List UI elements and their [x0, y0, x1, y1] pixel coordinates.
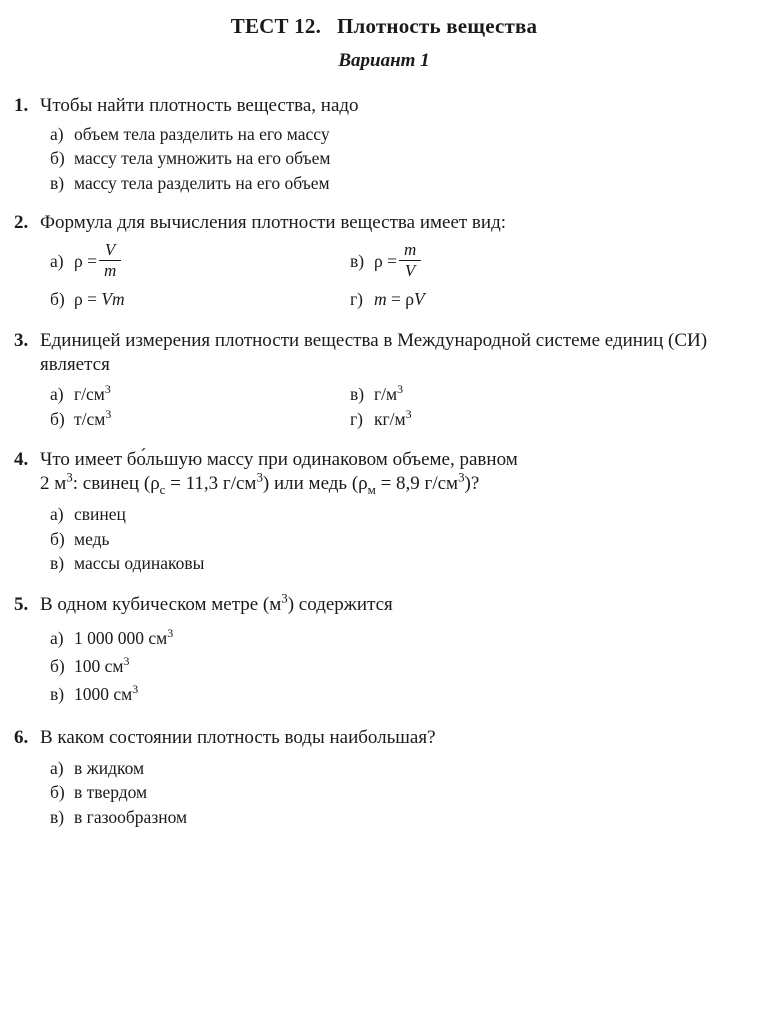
- option-g[interactable]: [350, 407, 746, 432]
- question-6: [14, 726, 746, 829]
- option-v[interactable]: [50, 551, 746, 576]
- title-prefix: ТЕСТ 12.: [230, 14, 322, 38]
- option-formula: [374, 242, 423, 281]
- fraction: [99, 241, 121, 280]
- fraction-denominator: m: [99, 260, 121, 280]
- option-text: объем тела разделить на его массу: [74, 123, 330, 144]
- option-label: в): [50, 806, 65, 827]
- option-text: $кг/м^3$: [374, 407, 412, 429]
- formula-lhs: ρ =: [74, 251, 97, 272]
- question-1: [14, 94, 746, 195]
- option-v[interactable]: [350, 242, 746, 281]
- option-label: в): [50, 172, 65, 193]
- option-text: $г/м^3$: [374, 382, 404, 405]
- option-label: г): [350, 289, 364, 310]
- option-b[interactable]: [50, 652, 746, 680]
- formula-symbols: Vm: [101, 289, 125, 310]
- formula-lhs: ρ =: [374, 251, 397, 272]
- question-text: Чтобы найти плотность вещества, надо: [40, 95, 359, 116]
- option-label: а): [50, 384, 64, 405]
- option-v[interactable]: [50, 805, 746, 830]
- option-label: а): [50, 757, 64, 778]
- option-text: 1000 $см^3$: [74, 682, 139, 705]
- question-text: В каком состоянии плотность воды наибольшая?: [40, 726, 436, 748]
- option-text: массу тела умножить на его объем: [74, 148, 331, 169]
- option-b[interactable]: [50, 146, 746, 171]
- option-v[interactable]: [50, 680, 746, 708]
- option-label: а): [50, 251, 64, 272]
- option-text: в жидком: [74, 757, 145, 778]
- variant-label: Вариант 1: [338, 50, 430, 71]
- option-text: свинец: [74, 504, 126, 525]
- question-text: [40, 448, 746, 496]
- option-text: в газообразном: [74, 806, 188, 827]
- page-title: [0, 14, 768, 39]
- option-a[interactable]: [50, 242, 350, 281]
- option-label: в): [350, 251, 365, 272]
- option-b[interactable]: [50, 287, 350, 312]
- option-b[interactable]: [50, 527, 746, 552]
- question-2: [14, 211, 746, 311]
- options-list: [50, 382, 746, 431]
- question-text: В одном кубическом метре $(м^3)$ содержится: [40, 590, 393, 615]
- option-v[interactable]: [50, 171, 746, 196]
- question-number: 2.: [14, 212, 29, 234]
- question-number: 5.: [14, 593, 29, 615]
- option-text: $г/см^3$: [74, 382, 111, 405]
- options-list: [50, 122, 746, 196]
- question-number: 6.: [14, 726, 29, 748]
- fraction-denominator: V: [399, 260, 421, 280]
- option-formula: m = ρV: [374, 289, 425, 310]
- question-number: 1.: [14, 95, 29, 116]
- question-text: Формула для вычисления плотности вещества имеет вид:: [40, 212, 507, 234]
- document-page: [0, 14, 768, 1032]
- option-g[interactable]: [350, 287, 746, 312]
- option-formula: ρ = Vm: [74, 289, 125, 310]
- option-label: б): [50, 148, 65, 169]
- option-label: в): [50, 684, 65, 705]
- option-text: $т/см^3$: [74, 407, 112, 429]
- title-main: Плотность вещества: [336, 14, 538, 38]
- questions-container: [0, 94, 768, 829]
- option-b[interactable]: [50, 780, 746, 805]
- options-list: [50, 624, 746, 709]
- option-a[interactable]: [50, 502, 746, 527]
- question-text-line1: Что имеет бо́льшую массу при одинаковом объеме, равном: [40, 449, 518, 471]
- option-text: 100 $см^3$: [74, 654, 130, 677]
- option-label: а): [50, 123, 64, 144]
- option-v[interactable]: [350, 382, 746, 407]
- option-a[interactable]: [50, 624, 746, 652]
- option-a[interactable]: [50, 122, 746, 147]
- option-label: в): [350, 384, 365, 405]
- option-text: 1 000 000 $см^3$: [74, 625, 174, 648]
- option-label: а): [50, 504, 64, 525]
- options-list: [50, 242, 746, 311]
- option-label: в): [50, 553, 65, 574]
- question-4: [14, 448, 746, 575]
- option-label: а): [50, 627, 64, 648]
- question-text-line2: 2 $м^3$: свинец ($\rho_с = 11,3$ $г/см^3$) или медь ($\rho_м = 8,9$ $г/см^3$)?: [40, 470, 480, 498]
- options-list: [50, 756, 746, 830]
- option-a[interactable]: [50, 382, 350, 407]
- question-number: 3.: [14, 329, 29, 351]
- option-label: б): [50, 408, 65, 429]
- option-text: в твердом: [74, 782, 148, 803]
- fraction-numerator: m: [403, 240, 417, 260]
- question-3: [14, 329, 746, 432]
- question-number: 4.: [14, 449, 29, 471]
- option-text: массу тела разделить на его объем: [74, 172, 330, 193]
- option-text: массы одинаковы: [74, 553, 205, 574]
- fraction: [399, 241, 421, 280]
- option-label: б): [50, 289, 65, 310]
- option-label: б): [50, 656, 65, 677]
- option-text: медь: [74, 528, 110, 549]
- option-label: б): [50, 782, 65, 803]
- option-formula: [74, 242, 123, 281]
- option-a[interactable]: [50, 756, 746, 781]
- options-list: [50, 502, 746, 576]
- option-label: б): [50, 528, 65, 549]
- option-b[interactable]: [50, 407, 350, 432]
- question-5: [14, 590, 746, 709]
- fraction-numerator: V: [104, 240, 116, 260]
- option-label: г): [350, 408, 364, 429]
- question-text: Единицей измерения плотности вещества в Международной системе единиц (СИ) является: [40, 329, 708, 375]
